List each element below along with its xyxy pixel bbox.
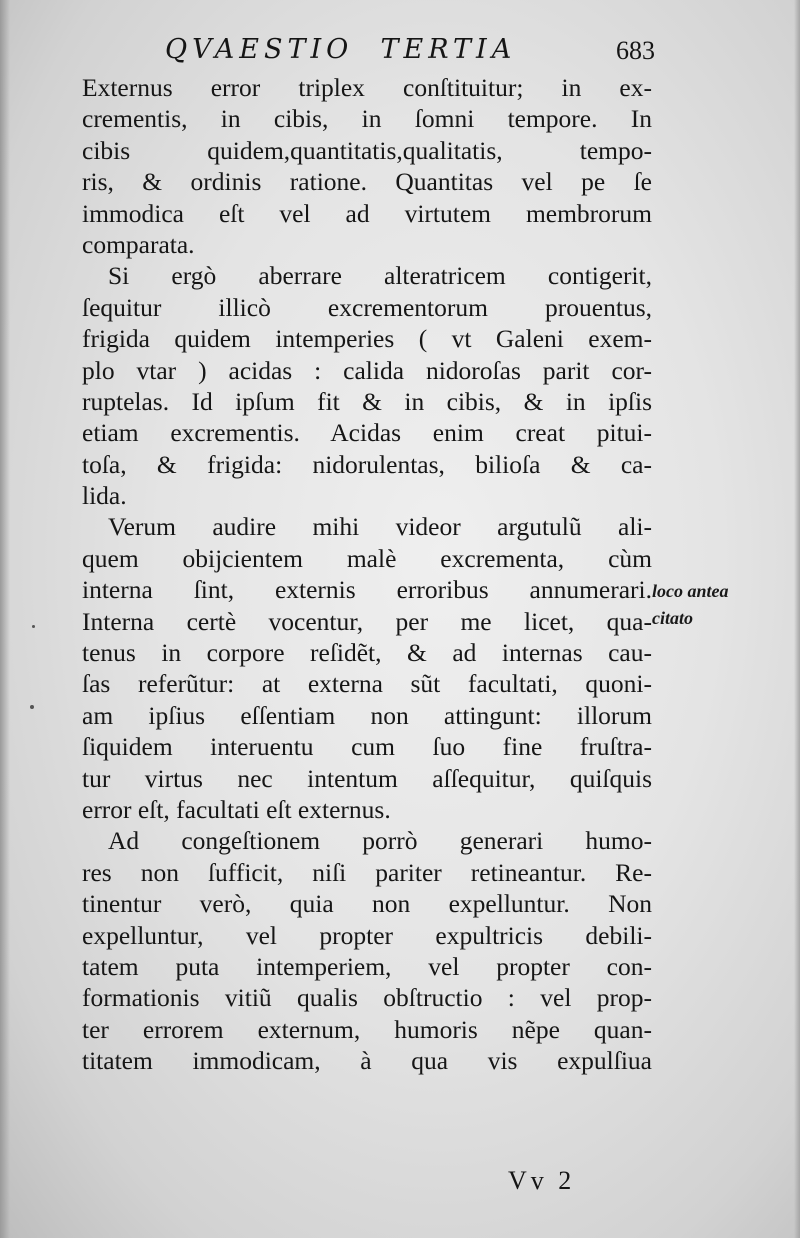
text-line: tatem puta intemperiem, vel propter con- — [82, 951, 652, 981]
text-line: res non ſufficit, niſi pariter retineantur. Re- — [82, 857, 652, 887]
text-line: frigida quidem intemperies ( vt Galeni exem- — [82, 324, 652, 354]
running-head — [165, 34, 655, 74]
text-line: lida. — [82, 481, 127, 511]
text-line: interna ſint, externis erroribus annumerari. — [82, 575, 652, 605]
text-line: titatem immodicam, à qua vis expulſiua — [82, 1046, 652, 1076]
margin-note-line: citato — [652, 608, 693, 628]
text-line: plo vtar ) acidas : calida nidoroſas parit cor- — [82, 355, 652, 385]
text-line: crementis, in cibis, in ſomni tempore. In — [82, 104, 652, 134]
text-line: etiam excrementis. Acidas enim creat pitui- — [82, 418, 652, 448]
text-line: toſa, & frigida: nidorulentas, bilioſa & ca- — [82, 449, 652, 479]
text-line: comparata. — [82, 229, 195, 259]
text-line: tenus in corpore reſidẽt, & ad internas cau- — [82, 638, 652, 668]
text-line: Interna certè vocentur, per me licet, qua- — [82, 606, 652, 636]
text-line: Verum audire mihi videor argutulũ ali- — [108, 512, 652, 542]
paper-speck — [32, 625, 35, 628]
text-line: expelluntur, vel propter expultricis debili- — [82, 920, 652, 950]
text-line: tur virtus nec intentum aſſequitur, quiſquis — [82, 763, 652, 793]
text-line: ſas referũtur: at externa sũt facultati, quoni- — [82, 669, 652, 699]
text-line: ruptelas. Id ipſum fit & in cibis, & in ipſis — [82, 386, 652, 416]
page-left-shadow — [0, 0, 10, 1238]
paper-speck — [30, 705, 34, 709]
text-line: Externus error triplex conſtituitur; in ex- — [82, 73, 652, 102]
text-line: cibis quidem,quantitatis,qualitatis, tempo- — [82, 135, 652, 165]
text-line: Ad congeſtionem porrò generari humo- — [108, 826, 652, 856]
text-line: Si ergò aberrare alteratricem contigerit, — [108, 261, 652, 291]
page-right-shadow — [794, 0, 800, 1238]
page-number: 683 — [616, 36, 655, 65]
margin-note-line: loco antea — [652, 581, 729, 601]
text-line: ter errorem externum, humoris nẽpe quan- — [82, 1014, 652, 1044]
text-line: error eſt, facultati eſt externus. — [82, 794, 391, 824]
text-line: formationis vitiũ qualis obſtructio : vel prop- — [82, 983, 652, 1013]
text-line: tinentur verò, quia non expelluntur. Non — [82, 889, 652, 919]
text-line: ſiquidem interuentu cum ſuo fine fruſtra- — [82, 732, 652, 762]
text-line: quem obijcientem malè excrementa, cùm — [82, 543, 652, 573]
running-title: QVAESTIO TERTIA — [165, 34, 517, 65]
body-text — [82, 72, 652, 1077]
text-line: ris, & ordinis ratione. Quantitas vel pe ſe — [82, 167, 652, 197]
signature-mark: Vv 2 — [508, 1166, 576, 1195]
text-line: ſequitur illicò excrementorum prouentus, — [82, 292, 652, 322]
text-line: immodica eſt vel ad virtutem membrorum — [82, 198, 652, 228]
margin-note — [652, 578, 792, 632]
text-line: am ipſius eſſentiam non attingunt: illorum — [82, 700, 652, 730]
